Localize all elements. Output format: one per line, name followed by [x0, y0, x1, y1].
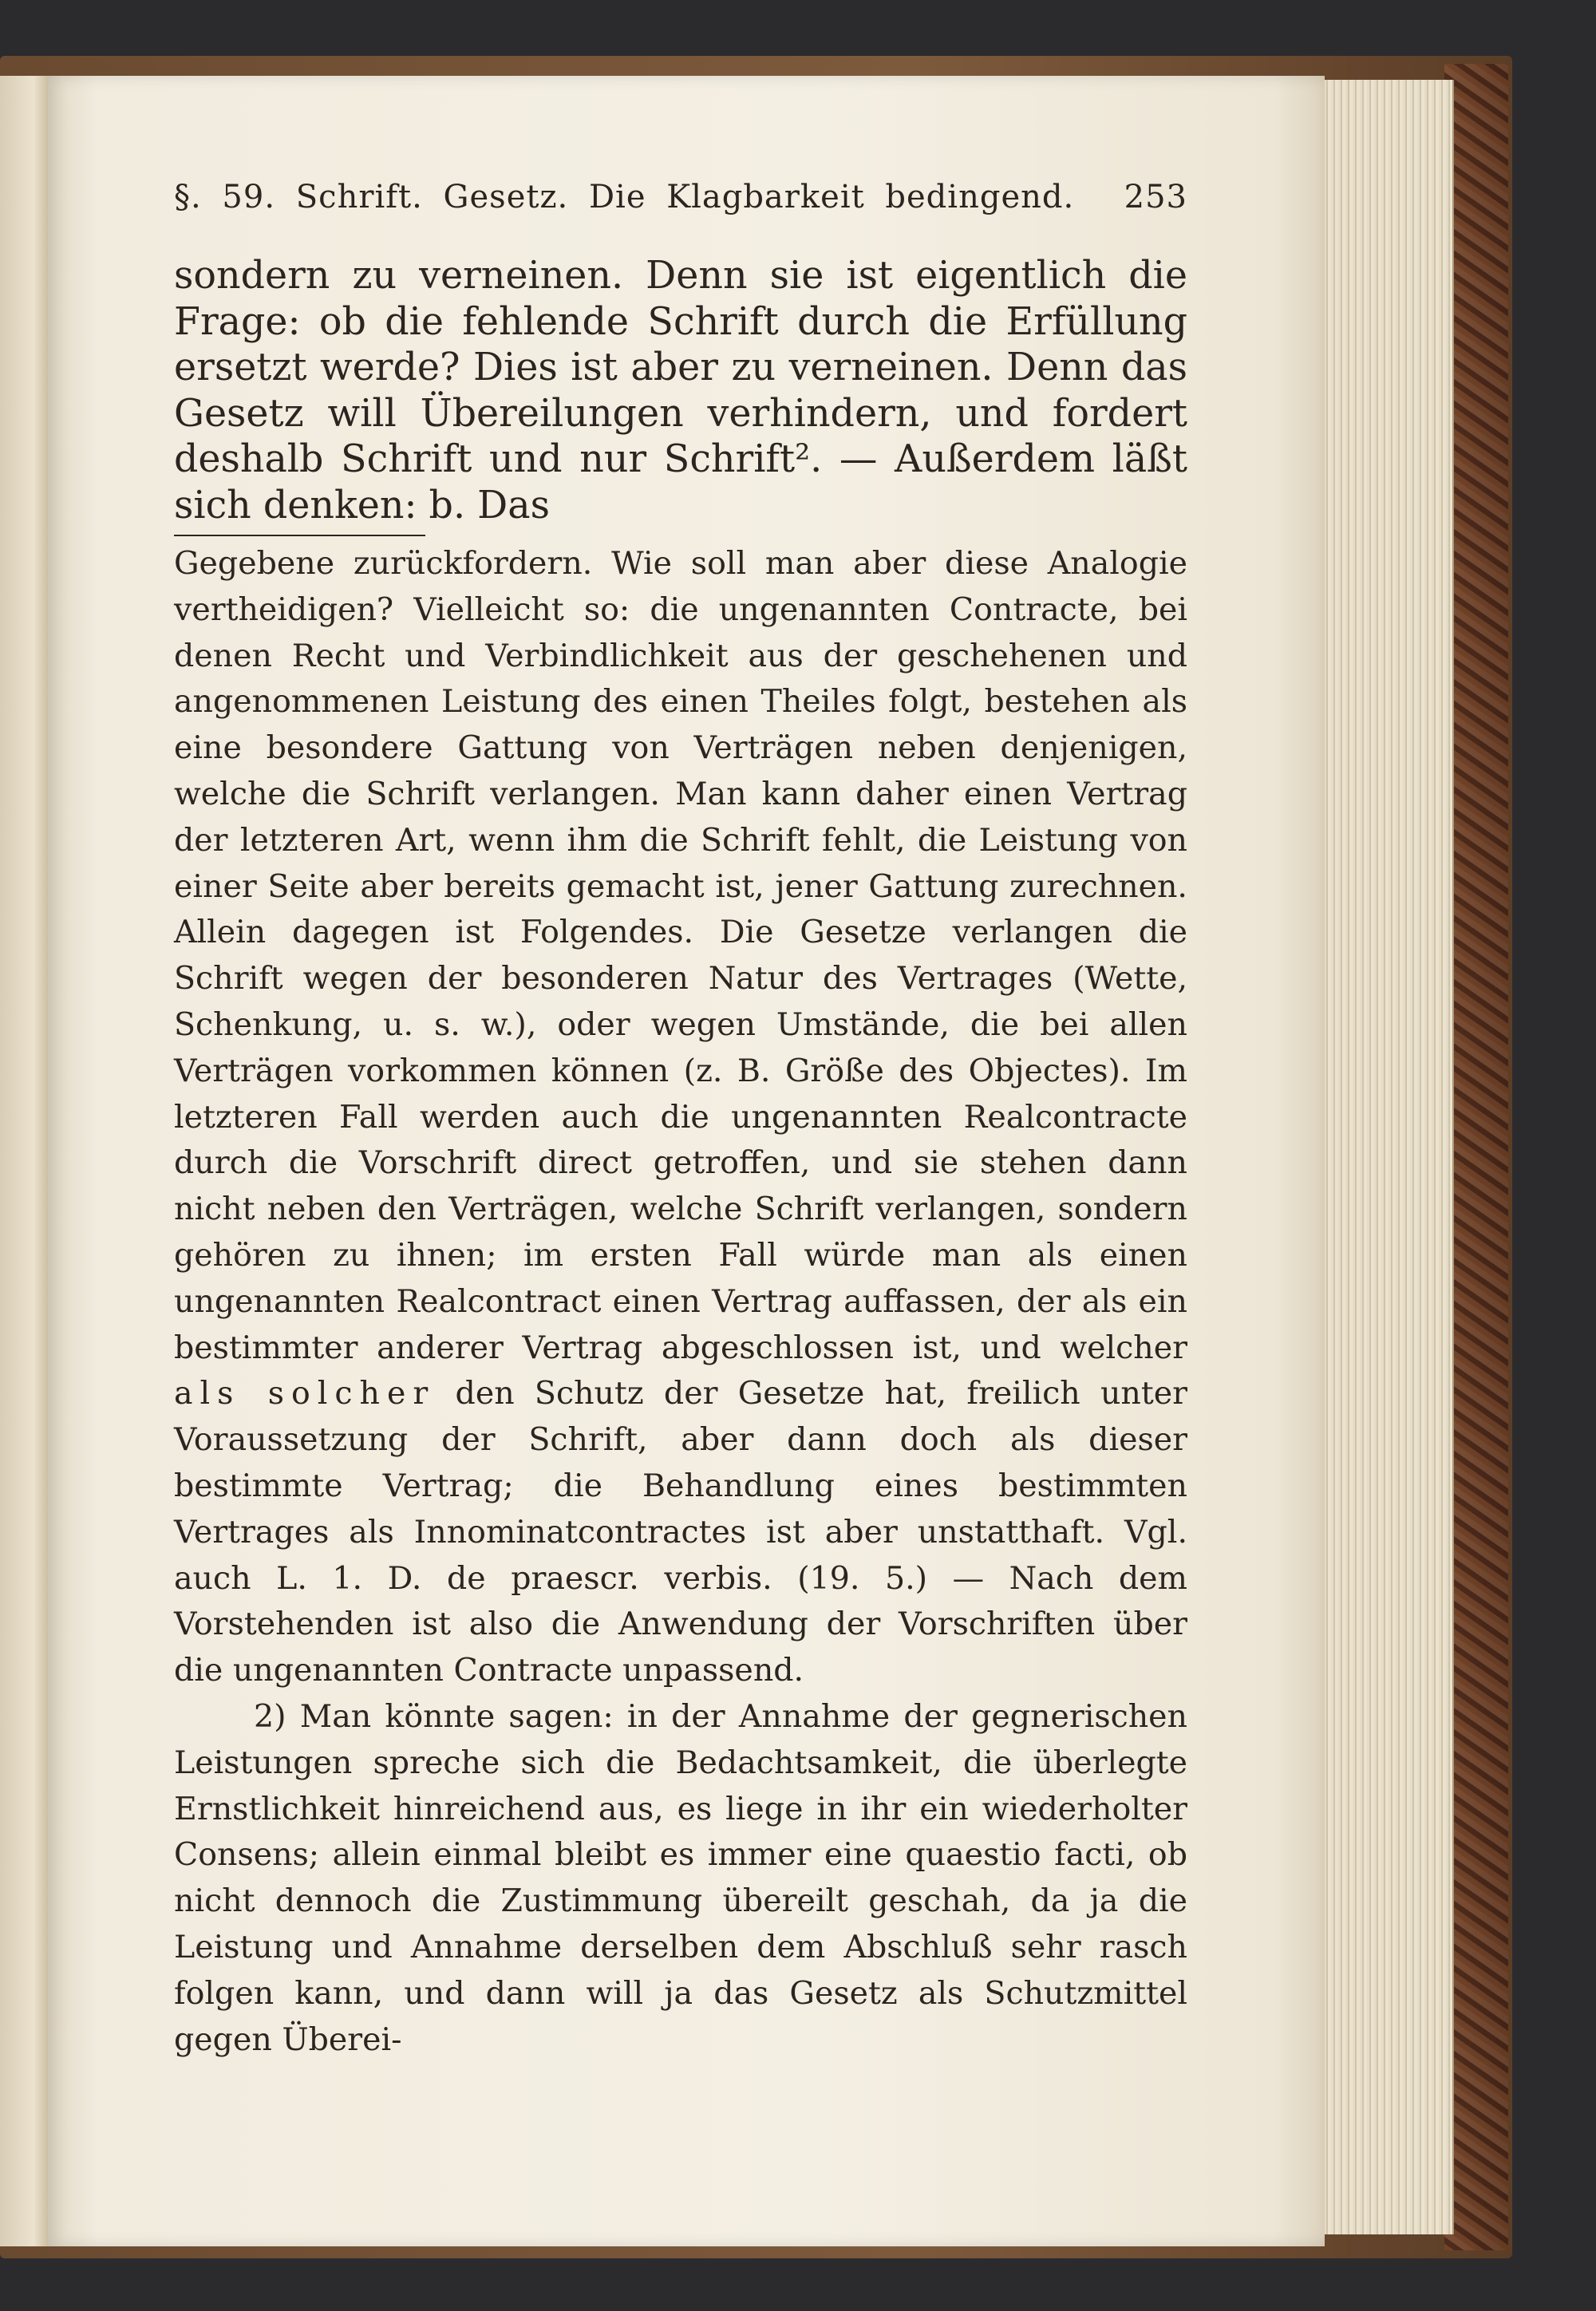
marbled-cover-edge: [1444, 64, 1508, 2250]
footnote: [174, 541, 1187, 2063]
footnote-paragraph-2: 2) Man könnte sagen: in der Annahme der gegnerischen Leistungen spreche sich die Bedachtsamkeit, die überlegte Ernstlichkeit hinreichend aus, es liege in ihr ein wiederholter Consens; allein einmal bleibt es immer eine quaestio facti, ob nicht dennoch die Zustimmung übereilt geschah, da ja die Leistung und Annahme derselben dem Abschluß sehr rasch folgen kann, und dann will ja das Gesetz als Schutzmittel gegen Überei-: [174, 1697, 1187, 2058]
left-page-edge: [0, 76, 48, 2246]
main-paragraph: sondern zu verneinen. Denn sie ist eigentlich die Frage: ob die fehlende Schrift durch die Erfüllung ersetzt werde? Dies ist aber zu verneinen. Denn das Gesetz will Übereilungen verhindern, und fordert deshalb Schrift und nur Schrift². — Außerdem läßt sich denken: b. Das: [174, 254, 1187, 527]
section-heading: §. 59. Schrift. Gesetz. Die Klagbarkeit bedingend.: [174, 179, 1075, 215]
footnote-paragraph-1-part-b: den Schutz der Gesetze hat, freilich unter Voraussetzung der Schrift, aber dann doch als dieser bestimmte Vertrag; die Behandlung eines bestimmten Vertrages als Innominatcontractes ist aber unstatthaft. Vgl. auch L. 1. D. de praescr. verbis. (19. 5.) — Nach dem Vorstehenden ist also die Anwendung der Vorschriften über die ungenannten Contracte unpassend.: [174, 1375, 1187, 1689]
footnote-rule: [174, 535, 425, 536]
page-edges: [1317, 80, 1454, 2234]
spaced-emphasis: als solcher: [174, 1375, 436, 1412]
running-head: [174, 173, 1187, 221]
main-text: [174, 253, 1187, 528]
footnote-paragraph-1: [174, 541, 1187, 1694]
page-number: 253: [1124, 179, 1187, 215]
page-content: [174, 173, 1187, 2063]
book-page: [48, 76, 1325, 2246]
footnote-paragraph-1-part-a: Gegebene zurückfordern. Wie soll man aber diese Analogie vertheidigen? Vielleicht so: die ungenannten Contracte, bei denen Recht und Verbindlichkeit aus der geschehenen und angenommenen Leistung des einen Theiles folgt, bestehen als eine besondere Gattung von Verträgen neben denjenigen, welche die Schrift verlangen. Man kann daher einen Vertrag der letzteren Art, wenn ihm die Schrift fehlt, die Leistung von einer Seite aber bereits gemacht ist, jener Gattung zurechnen. Allein dagegen ist Folgendes. Die Gesetze verlangen die Schrift wegen der besonderen Natur des Vertrages (Wette, Schenkung, u. s. w.), oder wegen Umstände, die bei allen Verträgen vorkommen können (z. B. Größe des Objectes). Im letzteren Fall werden auch die ungenannten Realcontracte durch die Vorschrift direct getroffen, und sie stehen dann nicht neben den Verträgen, welche Schrift verlangen, sondern gehören zu ihnen; im ersten Fall würde man als einen ungenannten Realcontract einen Vertrag auffassen, der als ein bestimmter anderer Vertrag abgeschlossen ist, und welcher: [174, 545, 1187, 1366]
